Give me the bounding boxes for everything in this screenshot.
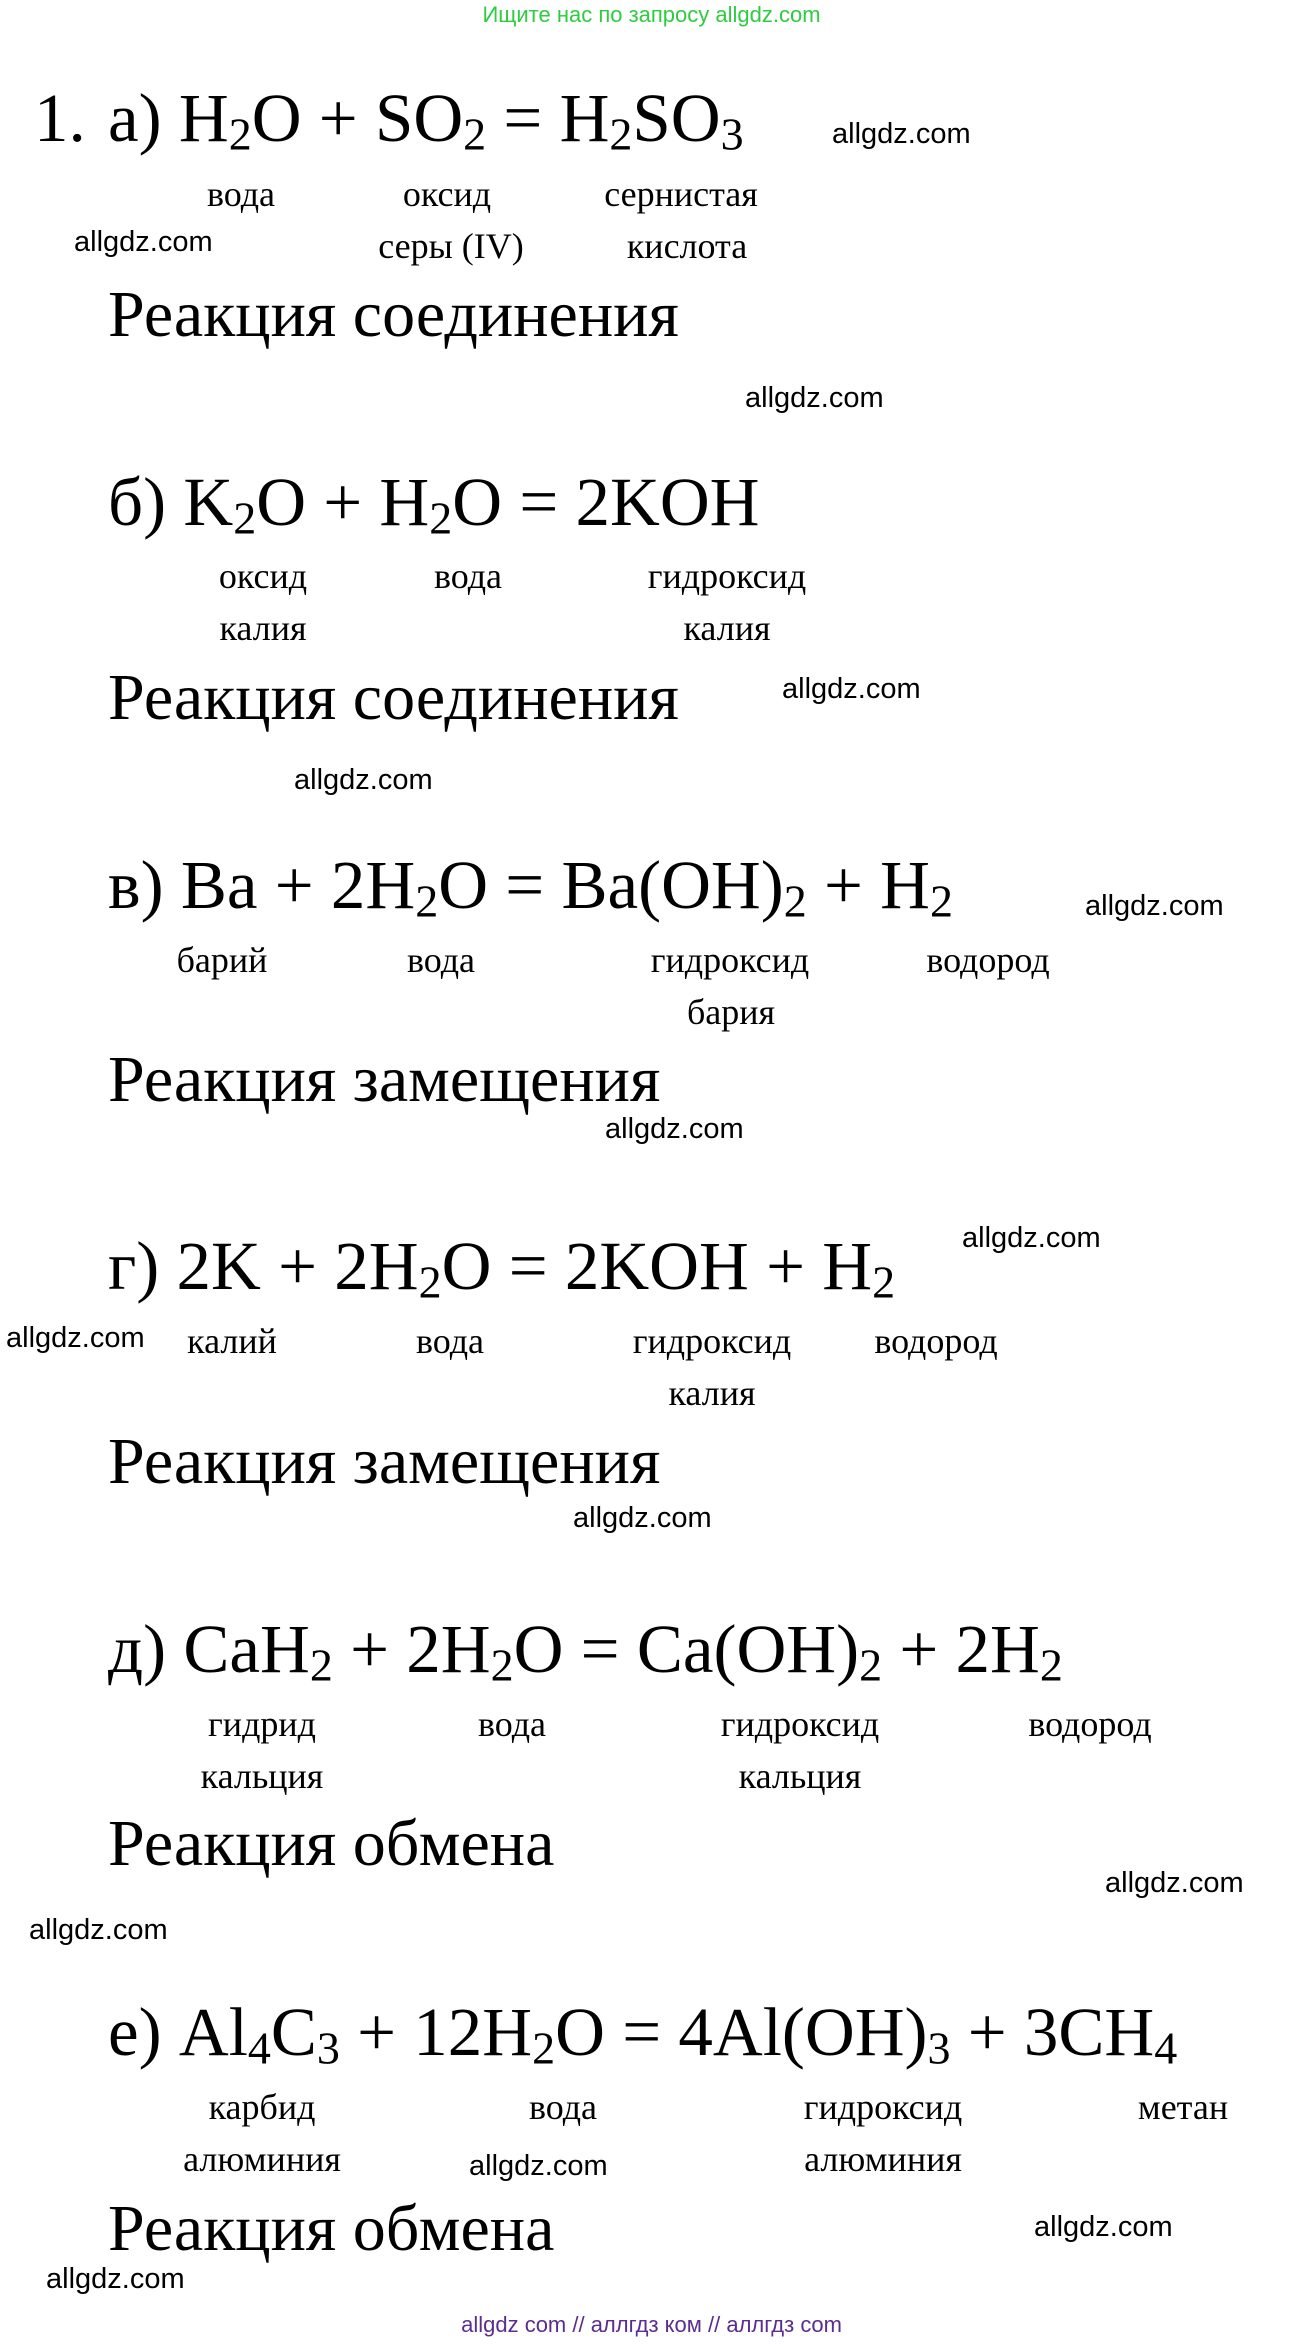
formula-subscript: 2: [532, 2022, 556, 2074]
site-banner: Ищите нас по запросу allgdz.com: [482, 2, 821, 27]
label-potassium: калия: [668, 1373, 756, 1413]
formula-text: O = Ba(OH): [438, 847, 784, 923]
formula-subscript: 2: [1039, 1639, 1063, 1691]
formula-subscript: 4: [247, 2022, 271, 2074]
reaction-type-g: Реакция замещения: [108, 1425, 661, 1498]
formula-subscript: 3: [316, 2022, 340, 2074]
formula-subscript: 2: [233, 492, 257, 544]
label-methane: метан: [1137, 2087, 1229, 2127]
watermark: allgdz.com: [1085, 890, 1224, 922]
formula-text: O + H: [256, 464, 430, 540]
formula-text: O + SO: [251, 80, 464, 156]
formula-subscript: 4: [1154, 2022, 1178, 2074]
equation-d: [108, 1611, 1063, 1691]
label-water: вода: [433, 556, 503, 596]
chemical-formula: [178, 1994, 1178, 2074]
chemical-formula: [180, 847, 953, 927]
label-barium: барий: [176, 940, 268, 980]
formula-subscript: 2: [929, 875, 953, 927]
label-water: вода: [528, 2087, 598, 2127]
formula-subscript: 2: [415, 875, 439, 927]
label-hydroxide: гидроксид: [632, 1321, 792, 1361]
formula-subscript: 2: [463, 108, 487, 160]
footer-links: allgdz com // аллгдз ком // аллгдз com: [461, 2312, 842, 2337]
task-number: 1.: [34, 80, 86, 156]
equation-letter: г): [108, 1228, 160, 1304]
label-potassium: калия: [219, 608, 307, 648]
watermark: allgdz.com: [469, 2150, 608, 2182]
label-water: вода: [406, 940, 476, 980]
label-potassium-metal: калий: [187, 1321, 277, 1361]
label-hydrogen: водород: [1028, 1704, 1152, 1744]
reaction-type-a: Реакция соединения: [108, 278, 679, 351]
formula-subscript: 2: [859, 1639, 883, 1691]
chemical-formula: [176, 1228, 896, 1308]
formula-text: Ba + 2H: [180, 847, 416, 923]
label-barium-gen: бария: [686, 992, 776, 1032]
formula-text: + 3CH: [950, 1994, 1155, 2070]
reaction-type-e: Реакция обмена: [108, 2192, 555, 2265]
watermark: allgdz.com: [745, 382, 884, 414]
chemical-formula: [183, 464, 760, 544]
label-aluminium: алюминия: [183, 2139, 341, 2179]
label-hydride: гидрид: [208, 1704, 316, 1744]
watermark: allgdz.com: [573, 1502, 712, 1534]
reaction-type-d: Реакция обмена: [108, 1807, 555, 1880]
label-aluminium: алюминия: [804, 2139, 962, 2179]
watermark: allgdz.com: [46, 2263, 185, 2295]
formula-subscript: 2: [228, 108, 252, 160]
watermark: allgdz.com: [1105, 1867, 1244, 1899]
equation-letter: в): [108, 847, 164, 923]
formula-text: Al: [178, 1994, 248, 2070]
equation-letter: а): [108, 80, 162, 156]
label-water: вода: [206, 174, 276, 214]
label-hydroxide: гидроксид: [647, 556, 807, 596]
label-carbide: карбид: [208, 2087, 316, 2127]
label-hydrogen: водород: [926, 940, 1050, 980]
watermark: allgdz.com: [74, 226, 213, 258]
watermark: allgdz.com: [832, 118, 971, 150]
formula-subscript: 2: [309, 1639, 333, 1691]
watermark: allgdz.com: [1034, 2211, 1173, 2243]
reaction-type-b: Реакция соединения: [108, 661, 679, 734]
formula-text: C: [270, 1994, 317, 2070]
formula-text: O = Ca(OH): [513, 1611, 860, 1687]
label-water: вода: [415, 1321, 485, 1361]
formula-text: + 2H: [882, 1611, 1040, 1687]
equation-v: [108, 847, 953, 927]
formula-text: 2K + 2H: [176, 1228, 419, 1304]
equation-g: [108, 1228, 896, 1308]
equation-a: [108, 80, 744, 160]
label-water: вода: [477, 1704, 547, 1744]
chemical-formula: [183, 1611, 1063, 1691]
formula-text: + H: [806, 847, 930, 923]
formula-text: K: [183, 464, 234, 540]
equation-letter: е): [108, 1994, 162, 2070]
equation-b: [108, 464, 760, 544]
formula-subscript: 2: [429, 492, 453, 544]
formula-subscript: 2: [490, 1639, 514, 1691]
formula-subscript: 2: [418, 1256, 442, 1308]
formula-text: O = 2KOH: [452, 464, 760, 540]
formula-subscript: 3: [720, 108, 744, 160]
equation-letter: б): [108, 464, 167, 540]
watermark: allgdz.com: [782, 673, 921, 705]
label-potassium: калия: [683, 608, 771, 648]
chemical-formula: [178, 80, 744, 160]
label-hydroxide: гидроксид: [650, 940, 810, 980]
label-sulfurous: сернистая: [604, 174, 758, 214]
label-sulfur-iv: серы (IV): [378, 226, 524, 266]
label-hydroxide: гидроксид: [803, 2087, 963, 2127]
equation-e: [108, 1994, 1178, 2074]
watermark: allgdz.com: [605, 1113, 744, 1145]
label-hydroxide: гидроксид: [720, 1704, 880, 1744]
label-calcium: кальция: [738, 1756, 862, 1796]
label-oxide: оксид: [402, 174, 492, 214]
equation-letter: д): [108, 1611, 167, 1687]
label-hydrogen: водород: [874, 1321, 998, 1361]
watermark: allgdz.com: [29, 1914, 168, 1946]
formula-text: SO: [632, 80, 721, 156]
formula-subscript: 3: [927, 2022, 951, 2074]
label-acid: кислота: [626, 226, 748, 266]
watermark: allgdz.com: [6, 1322, 145, 1354]
formula-text: + 12H: [339, 1994, 533, 2070]
formula-subscript: 2: [783, 875, 807, 927]
label-oxide: оксид: [218, 556, 308, 596]
formula-subscript: 2: [872, 1256, 896, 1308]
formula-text: + 2H: [332, 1611, 491, 1687]
formula-text: O = 4Al(OH): [555, 1994, 928, 2070]
formula-text: = H: [486, 80, 610, 156]
watermark: allgdz.com: [962, 1222, 1101, 1254]
formula-subscript: 2: [609, 108, 633, 160]
label-calcium: кальция: [200, 1756, 324, 1796]
formula-text: O = 2KOH + H: [441, 1228, 873, 1304]
reaction-type-v: Реакция замещения: [108, 1043, 661, 1116]
formula-text: CaH: [183, 1611, 310, 1687]
watermark: allgdz.com: [294, 764, 433, 796]
formula-text: H: [178, 80, 229, 156]
